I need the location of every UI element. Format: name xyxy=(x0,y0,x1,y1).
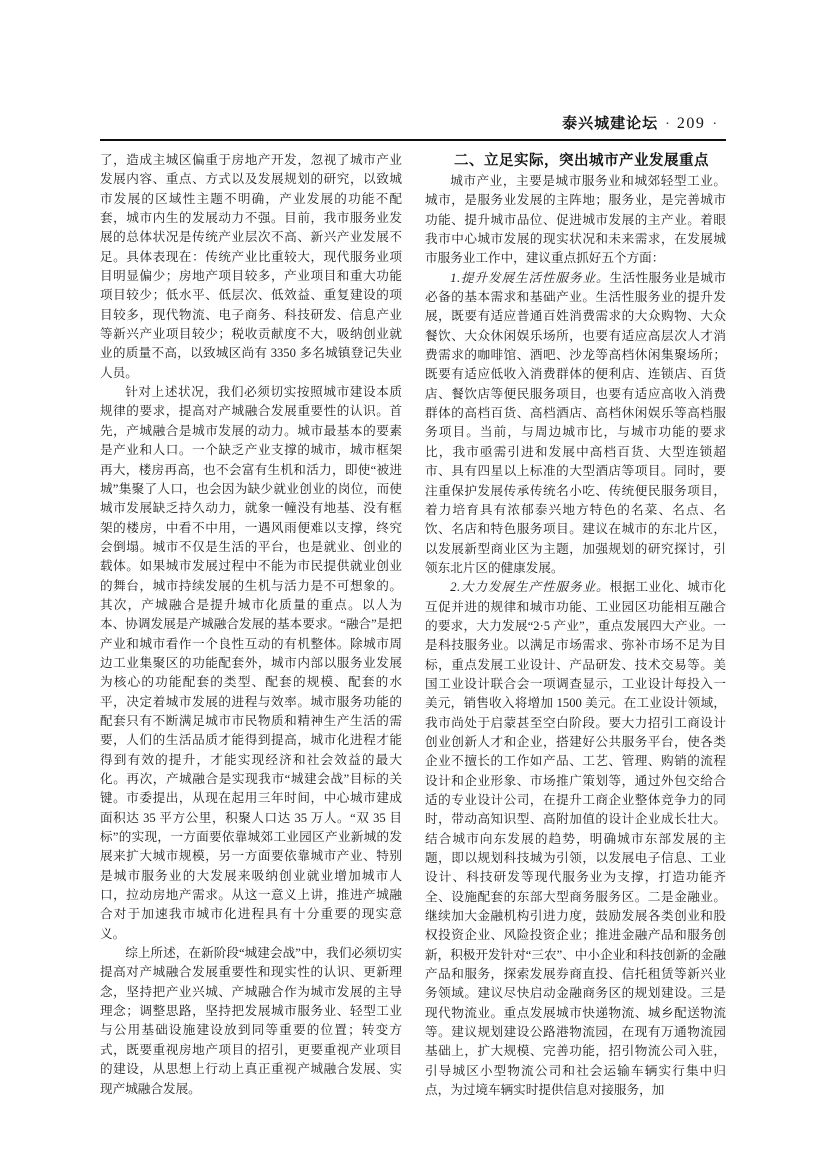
separator-dot: · xyxy=(665,117,670,132)
numbered-lead: 1.提升发展生活性服务业。 xyxy=(450,270,610,285)
paragraph xyxy=(425,269,726,579)
separator-dot: · xyxy=(712,117,717,132)
paragraph-text: 生活性服务业是城市必备的基本需求和基础产业。生活性服务业的提升发展，既要有适应普通百姓消费需求的大众购物、大众餐饮、大众休闲娱乐场所，也要有适应高层次人才消费需求的咖啡馆、酒吧、沙龙等高档休闲集聚场所；既要有适应低收入消费群体的便利店、连锁店、百货店、餐饮店等便民服务项目，也要有适应高收入消费群体的高档百货、高档酒店、高档休闲娱乐等高档服务项目。当前，与周边城市比，与城市功能的要求比，我市亟需引进和发展中高档百货、大型连锁超市、具有四星以上标准的大型酒店等项目。同时，要注重保护发展传承传统名小吃、传统便民服务项目，着力培育具有浓郁泰兴地方特色的名菜、名点、名饮、名店和特色服务项目。建议在城市的东北片区，以发展新型商业区为主题，加强规划的研究探讨，引领东北片区的健康发展。 xyxy=(425,270,727,575)
page-number: 209 xyxy=(676,115,706,132)
paragraph: 针对上述状况，我们必须切实按照城市建设本质规律的要求，提高对产城融合发展重要性的认识。首先，产城融合是城市发展的动力。城市最基本的要素是产业和人口。一个缺乏产业支撑的城市，城市框架再大，楼房再高，也不会富有生机和活力，即使“被进城”集聚了人口，也会因为缺少就业创业的岗位，而使城市发展缺乏持久动力，就象一幢没有地基、没有框架的楼房，中看不中用，一遇风雨便难以支撑，终究会倒塌。城市不仅是生活的平台，也是就业、创业的载体。如果城市发展过程中不能为市民提供就业创业的舞台，城市持续发展的生机与活力是不可想象的。其次，产城融合是提升城市化质量的重点。以人为本、协调发展是产城融合发展的基本要求。“融合”是把产业和城市看作一个良性互动的有机整体。除城市周边工业集聚区的功能配套外，城市内部以服务业发展为核心的功能配套的类型、配套的规模、配套的水平，决定着城市发展的进程与效率。城市服务功能的配套只有不断满足城市市民物质和精神生产生活的需要，人们的生活品质才能得到提高，城市化进程才能得到有效的提升，才能实现经济和社会效益的最大化。再次，产城融合是实现我市“城建会战”目标的关键。市委提出，从现在起用三年时间，中心城市建成面积达 35 平方公里，积聚人口达 35 万人。“双 35 目标”的实现，一方面要依靠城郊工业园区产业新城的发展来扩大城市规模，另一方面要依靠城市产业、特别是城市服务业的大发展来吸纳创业就业增加城市人口，拉动房地产需求。从这一意义上讲，推进产城融合对于加速我市城市化进程具有十分重要的现实意义。 xyxy=(100,385,402,941)
header-rule xyxy=(100,139,726,141)
page-content xyxy=(100,112,726,1101)
paragraph: 综上所述，在新阶段“城建会战”中，我们必须切实提高对产城融合发展重要性和现实性的认识、更新理念，坚持把产业兴城、产城融合作为城市发展的主导理念；调整思路，坚持把发展城市服务业、轻型工业与公用基础设施建设放到同等重要的位置；转变方式，既要重视房地产项目的招引，更要重视产业项目的建设，从思想上行动上真正重视产城融合发展、实现产城融合发展。 xyxy=(100,946,402,1096)
right-column xyxy=(425,151,726,1101)
text-columns xyxy=(100,151,726,1101)
left-column xyxy=(100,151,402,1101)
running-head xyxy=(100,112,726,136)
paragraph xyxy=(425,578,726,1100)
journal-title: 泰兴城建论坛 xyxy=(562,115,659,132)
section-heading: 二、立足实际，突出城市产业发展重点 xyxy=(454,153,709,169)
paragraph-text: 根据工业化、城市化互促并进的规律和城市功能、工业园区功能相互融合的要求，大力发展“2·5 产业”，重点发展四大产业。一是科技服务业。以满足市场需求、弥补市场不足为目标，重点发展工业设计、产品研发、技术交易等。美国工业设计联合会一项调查显示，工业设计每投入一美元，销售收入将增加 1500 美元。在工业设计领域，我市尚处于启蒙甚至空白阶段。要大力招引工商设计创业创新人才和企业，搭建好公共服务平台，使各类企业不擅长的工作如产品、工艺、管理、购销的流程设计和企业形象、市场推广策划等，通过外包交给合适的专业设计公司，在提升工商企业整体竞争力的同时，带动高知识型、高附加值的设计企业成长壮大。结合城市向东发展的趋势，明确城市东部发展的主题，即以规划科技城为引领，以发展电子信息、工业设计、科技研发等现代服务业为支撑，打造功能齐全、设施配套的东部大型商务服务区。二是金融业。继续加大金融机构引进力度，鼓励发展各类创业和股权投资企业、风险投资企业；推进金融产品和服务创新，积极开发针对“三农”、中小企业和科技创新的金融产品和服务，探索发展券商直投、信托租赁等新兴业务领域。建议尽快启动金融商务区的规划建设。三是现代物流业。重点发展城市快递物流、城乡配送物流等。建议规划建设公路港物流园，在现有万通物流园基础上，扩大规模、完善功能，招引物流公司入驻，引导城区小型物流公司和社会运输车辆实行集中归点，为过境车辆实时提供信息对接服务，加 xyxy=(425,580,727,1098)
paragraph: 城市产业，主要是城市服务业和城郊轻型工业。城市，是服务业发展的主阵地；服务业，是完善城市功能、提升城市品位、促进城市发展的主产业。着眼我市中心城市发展的现实状况和未来需求，在发展城市服务业工作中，建议重点抓好五个方面： xyxy=(425,174,726,266)
numbered-lead: 2.大力发展生产性服务业。 xyxy=(450,580,610,595)
paragraph: 了，造成主城区偏重于房地产开发，忽视了城市产业发展内容、重点、方式以及发展规划的研究，以致城市发展的区域性主题不明确，产业发展的功能不配套，城市内生的发展动力不强。目前，我市服务业发展的总体状况是传统产业层次不高、新兴产业发展不足。具体表现在：传统产业比重较大，现代服务业项目明显偏少；房地产项目较多，产业项目和重大功能项目较少；低水平、低层次、低效益、重复建设的项目较多，现代物流、电子商务、科技研发、信息产业等新兴产业项目较少；税收贡献度不大，吸纳创业就业的质量不高，以致城区尚有 3350 多名城镇登记失业人员。 xyxy=(100,153,402,380)
